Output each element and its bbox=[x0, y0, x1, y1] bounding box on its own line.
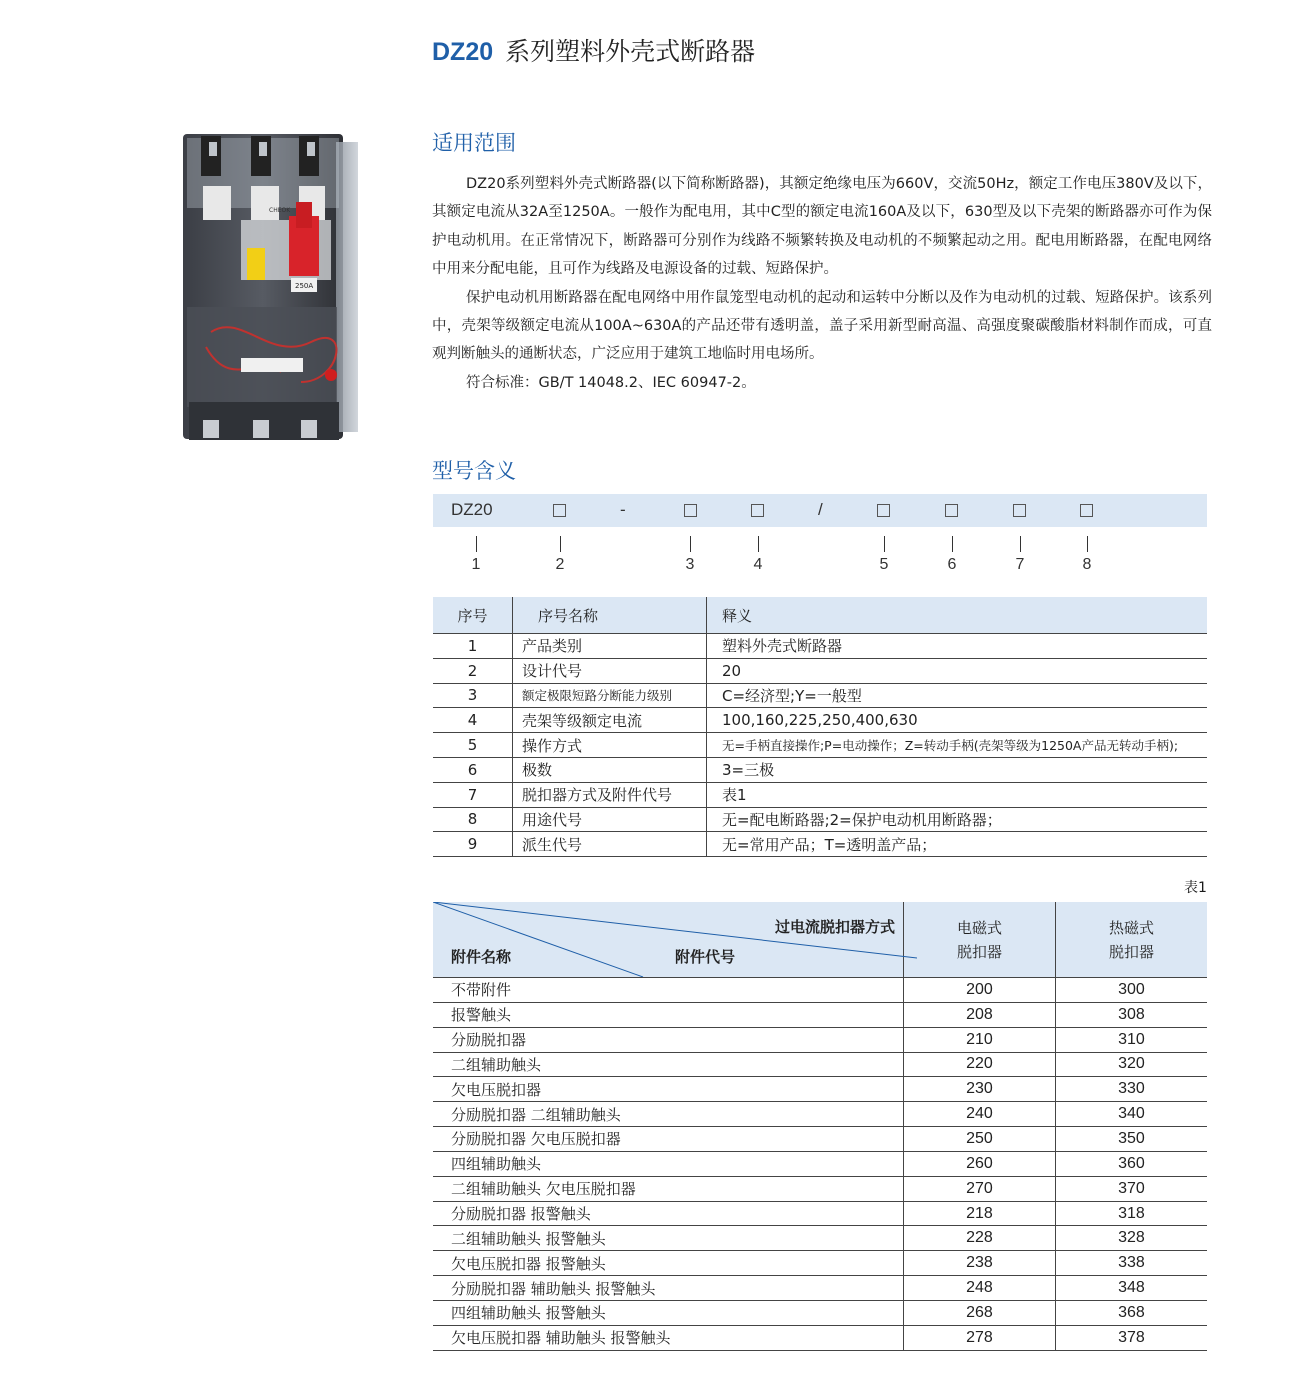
table-row bbox=[433, 708, 1207, 733]
code-number: 7 bbox=[1015, 556, 1025, 573]
table-row bbox=[433, 1151, 1207, 1176]
header-line: 电磁式 bbox=[956, 918, 1002, 937]
seq-cell: 8 bbox=[433, 807, 513, 832]
table-header-row bbox=[433, 902, 1207, 978]
electromagnetic-code-cell: 268 bbox=[903, 1300, 1055, 1325]
accessory-name-cell: 二组辅助触头 欠电压脱扣器 bbox=[433, 1176, 903, 1201]
accessory-name-cell: 欠电压脱扣器 报警触头 bbox=[433, 1251, 903, 1276]
diag-label-accessory-name: 附件名称 bbox=[451, 948, 512, 966]
code-tick bbox=[758, 536, 759, 552]
accessory-name-cell: 分励脱扣器 辅助触头 报警触头 bbox=[433, 1276, 903, 1301]
seq-name-cell: 操作方式 bbox=[513, 733, 707, 758]
code-box bbox=[553, 504, 566, 517]
thermomagnetic-code-cell: 310 bbox=[1055, 1027, 1207, 1052]
meaning-cell: 3=三极 bbox=[707, 757, 1208, 782]
diag-label-trip-type: 过电流脱扣器方式 bbox=[774, 918, 895, 936]
code-number: 3 bbox=[685, 556, 695, 573]
accessory-name-cell: 分励脱扣器 报警触头 bbox=[433, 1201, 903, 1226]
meaning-cell: 塑料外壳式断路器 bbox=[707, 634, 1208, 659]
code-box bbox=[1013, 504, 1026, 517]
table-row bbox=[433, 1002, 1207, 1027]
header-line: 脱扣器 bbox=[956, 942, 1002, 961]
meaning-cell: C=经济型;Y=一般型 bbox=[707, 683, 1208, 708]
table-row bbox=[433, 757, 1207, 782]
thermomagnetic-code-cell: 340 bbox=[1055, 1102, 1207, 1127]
electromagnetic-code-cell: 248 bbox=[903, 1276, 1055, 1301]
table-row bbox=[433, 1276, 1207, 1301]
seq-cell: 2 bbox=[433, 658, 513, 683]
code-tick bbox=[884, 536, 885, 552]
seq-name-cell: 极数 bbox=[513, 757, 707, 782]
accessory-name-cell: 二组辅助触头 报警触头 bbox=[433, 1226, 903, 1251]
code-number: 2 bbox=[555, 556, 565, 573]
thermomagnetic-code-cell: 368 bbox=[1055, 1300, 1207, 1325]
accessory-name-cell: 二组辅助触头 bbox=[433, 1052, 903, 1077]
code-box bbox=[945, 504, 958, 517]
header-line: 脱扣器 bbox=[1108, 942, 1154, 961]
code-box bbox=[684, 504, 697, 517]
title-name: 系列塑料外壳式断路器 bbox=[505, 37, 756, 66]
seq-cell: 4 bbox=[433, 708, 513, 733]
code-prefix: DZ20 bbox=[451, 500, 493, 519]
intro-paragraph: DZ20系列塑料外壳式断路器(以下简称断路器)，其额定绝缘电压为660V，交流50Hz，额定工作电压380V及以下，其额定电流从32A至1250A。一般作为配电用，其中C型的额定电流160A及以下，630型及以下壳架的断路器亦可作为保护电动机用。在正常情况下，断路器可分别作为线路不频繁转换及电动机的不频繁起动之用。配电用断路器，在配电网络中用来分配电能，且可作为线路及电源设备的过载、短路保护。 bbox=[432, 176, 1212, 278]
electromagnetic-code-cell: 260 bbox=[903, 1151, 1055, 1176]
code-number: 8 bbox=[1082, 556, 1092, 573]
table-row bbox=[433, 634, 1207, 659]
table-row bbox=[433, 683, 1207, 708]
section-scope-heading: 适用范围 bbox=[432, 131, 516, 155]
thermomagnetic-code-cell: 300 bbox=[1055, 978, 1207, 1003]
thermomagnetic-code-cell: 328 bbox=[1055, 1226, 1207, 1251]
electromagnetic-code-cell: 210 bbox=[903, 1027, 1055, 1052]
accessory-name-cell: 欠电压脱扣器 bbox=[433, 1077, 903, 1102]
electromagnetic-code-cell: 228 bbox=[903, 1226, 1055, 1251]
thermomagnetic-code-cell: 338 bbox=[1055, 1251, 1207, 1276]
seq-name-cell: 壳架等级额定电流 bbox=[513, 708, 707, 733]
thermomagnetic-code-cell: 308 bbox=[1055, 1002, 1207, 1027]
table-row bbox=[433, 782, 1207, 807]
thermomagnetic-code-cell: 348 bbox=[1055, 1276, 1207, 1301]
electromagnetic-code-cell: 240 bbox=[903, 1102, 1055, 1127]
table-header-row bbox=[433, 597, 1207, 634]
model-code-bar bbox=[433, 494, 1207, 527]
accessory-name-cell: 分励脱扣器 二组辅助触头 bbox=[433, 1102, 903, 1127]
code-tick bbox=[560, 536, 561, 552]
thermomagnetic-code-cell: 320 bbox=[1055, 1052, 1207, 1077]
table-row bbox=[433, 1102, 1207, 1127]
thermomagnetic-code-cell: 350 bbox=[1055, 1127, 1207, 1152]
code-tick bbox=[1020, 536, 1021, 552]
table-row bbox=[433, 1201, 1207, 1226]
header-thermomagnetic bbox=[1055, 902, 1207, 978]
header-electromagnetic bbox=[903, 902, 1055, 978]
electromagnetic-code-cell: 278 bbox=[903, 1325, 1055, 1350]
meaning-cell: 表1 bbox=[707, 782, 1208, 807]
electromagnetic-code-cell: 220 bbox=[903, 1052, 1055, 1077]
seq-cell: 6 bbox=[433, 757, 513, 782]
intro-paragraph: 保护电动机用断路器在配电网络中用作鼠笼型电动机的起动和运转中分断以及作为电动机的过载、短路保护。该系列中，壳架等级额定电流从100A~630A的产品还带有透明盖，盖子采用新型耐高温、高强度聚碳酸脂材料制作而成，可直观判断触头的通断状态，广泛应用于建筑工地临时用电场所。 bbox=[432, 289, 1212, 363]
seq-name-cell: 派生代号 bbox=[513, 832, 707, 857]
code-number: 5 bbox=[879, 556, 889, 573]
header-meaning: 释义 bbox=[707, 597, 1208, 634]
accessory-name-cell: 报警触头 bbox=[433, 1002, 903, 1027]
meaning-cell: 无=配电断路器;2=保护电动机用断路器； bbox=[707, 807, 1208, 832]
intro-text bbox=[432, 170, 1212, 397]
code-box bbox=[877, 504, 890, 517]
electromagnetic-code-cell: 250 bbox=[903, 1127, 1055, 1152]
electromagnetic-code-cell: 200 bbox=[903, 978, 1055, 1003]
table-row bbox=[433, 1027, 1207, 1052]
table-row bbox=[433, 1325, 1207, 1350]
code-tick bbox=[476, 536, 477, 552]
table-row bbox=[433, 733, 1207, 758]
electromagnetic-code-cell: 238 bbox=[903, 1251, 1055, 1276]
thermomagnetic-code-cell: 370 bbox=[1055, 1176, 1207, 1201]
seq-cell: 5 bbox=[433, 733, 513, 758]
diagonal-header bbox=[433, 902, 903, 978]
model-meaning-table bbox=[433, 597, 1207, 857]
seq-cell: 3 bbox=[433, 683, 513, 708]
header-seq: 序号 bbox=[433, 597, 513, 634]
page-title bbox=[432, 32, 755, 68]
rating-label: 250A bbox=[295, 282, 314, 290]
diag-label-accessory-code: 附件代号 bbox=[675, 948, 736, 966]
electromagnetic-code-cell: 270 bbox=[903, 1176, 1055, 1201]
seq-cell: 9 bbox=[433, 832, 513, 857]
table-row bbox=[433, 978, 1207, 1003]
table-row bbox=[433, 658, 1207, 683]
table-row bbox=[433, 1251, 1207, 1276]
section-model-heading: 型号含义 bbox=[432, 459, 516, 483]
table-row bbox=[433, 807, 1207, 832]
seq-name-cell: 额定极限短路分断能力级别 bbox=[513, 683, 707, 708]
accessory-name-cell: 分励脱扣器 欠电压脱扣器 bbox=[433, 1127, 903, 1152]
accessory-name-cell: 欠电压脱扣器 辅助触头 报警触头 bbox=[433, 1325, 903, 1350]
accessory-name-cell: 不带附件 bbox=[433, 978, 903, 1003]
title-model: DZ20 bbox=[432, 38, 494, 66]
code-tick bbox=[690, 536, 691, 552]
code-number: 6 bbox=[947, 556, 957, 573]
thermomagnetic-code-cell: 360 bbox=[1055, 1151, 1207, 1176]
accessory-name-cell: 四组辅助触头 报警触头 bbox=[433, 1300, 903, 1325]
code-slash: / bbox=[818, 500, 823, 519]
meaning-cell: 无=手柄直接操作;P=电动操作；Z=转动手柄(壳架等级为1250A产品无转动手柄); bbox=[707, 733, 1208, 758]
thermomagnetic-code-cell: 378 bbox=[1055, 1325, 1207, 1350]
code-tick bbox=[1087, 536, 1088, 552]
table-row bbox=[433, 832, 1207, 857]
header-seq-name: 序号名称 bbox=[513, 597, 707, 634]
electromagnetic-code-cell: 208 bbox=[903, 1002, 1055, 1027]
code-box bbox=[751, 504, 764, 517]
code-number: 4 bbox=[753, 556, 763, 573]
seq-name-cell: 产品类别 bbox=[513, 634, 707, 659]
seq-cell: 1 bbox=[433, 634, 513, 659]
table-row bbox=[433, 1300, 1207, 1325]
meaning-cell: 100,160,225,250,400,630 bbox=[707, 708, 1208, 733]
electromagnetic-code-cell: 218 bbox=[903, 1201, 1055, 1226]
code-dash: - bbox=[620, 500, 626, 519]
table-row bbox=[433, 1127, 1207, 1152]
header-line: 热磁式 bbox=[1108, 918, 1154, 937]
table1-label: 表1 bbox=[1184, 880, 1207, 896]
table-row bbox=[433, 1226, 1207, 1251]
code-box bbox=[1080, 504, 1093, 517]
table-row bbox=[433, 1176, 1207, 1201]
seq-name-cell: 设计代号 bbox=[513, 658, 707, 683]
breaker-product-image bbox=[181, 132, 361, 444]
intro-standard: 符合标准：GB/T 14048.2、IEC 60947-2。 bbox=[466, 374, 756, 391]
seq-name-cell: 用途代号 bbox=[513, 807, 707, 832]
accessory-name-cell: 分励脱扣器 bbox=[433, 1027, 903, 1052]
accessory-code-table bbox=[433, 902, 1207, 1351]
brand-label: CHEOK bbox=[269, 207, 291, 214]
code-number: 1 bbox=[471, 556, 481, 573]
code-tick bbox=[952, 536, 953, 552]
thermomagnetic-code-cell: 330 bbox=[1055, 1077, 1207, 1102]
seq-name-cell: 脱扣器方式及附件代号 bbox=[513, 782, 707, 807]
thermomagnetic-code-cell: 318 bbox=[1055, 1201, 1207, 1226]
meaning-cell: 无=常用产品；T=透明盖产品； bbox=[707, 832, 1208, 857]
meaning-cell: 20 bbox=[707, 658, 1208, 683]
table-row bbox=[433, 1052, 1207, 1077]
electromagnetic-code-cell: 230 bbox=[903, 1077, 1055, 1102]
table-row bbox=[433, 1077, 1207, 1102]
seq-cell: 7 bbox=[433, 782, 513, 807]
accessory-name-cell: 四组辅助触头 bbox=[433, 1151, 903, 1176]
